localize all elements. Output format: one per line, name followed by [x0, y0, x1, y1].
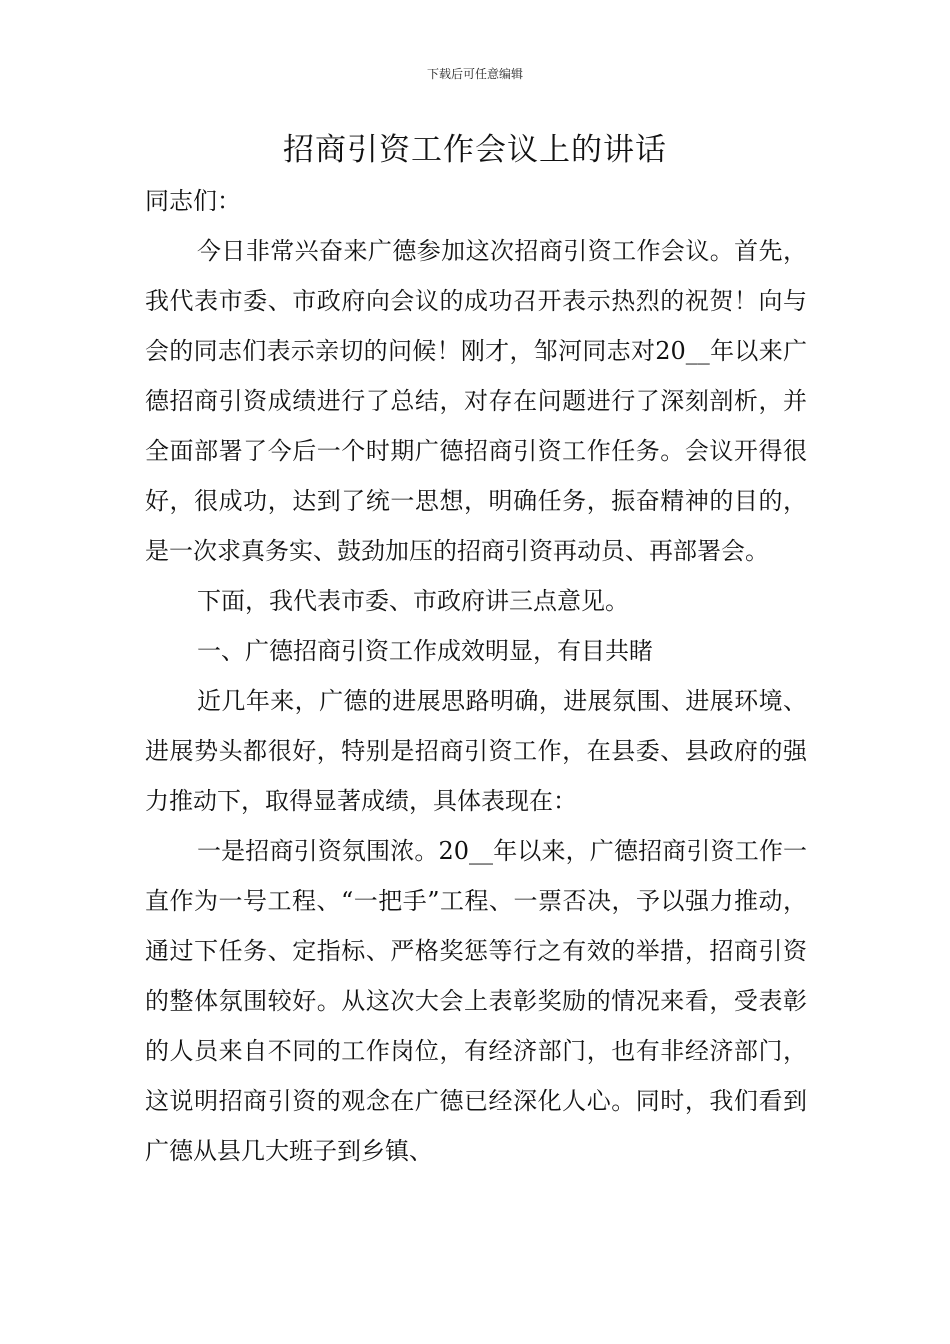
salutation: 同志们：: [145, 187, 241, 215]
document-body: [145, 176, 807, 1176]
paragraph-opening: 今日非常兴奋来广德参加这次招商引资工作会议。首先，我代表市委、市政府向会议的成功召开表示热烈的祝贺！向与会的同志们表示亲切的问候！刚才，邹河同志对20__年以来广德招商引资成绩进行了总结，对存在问题进行了深刻剖析，并全面部署了今后一个时期广德招商引资工作任务。会议开得很好，很成功，达到了统一思想，明确任务，振奋精神的目的，是一次求真务实、鼓劲加压的招商引资再动员、再部署会。: [145, 237, 807, 565]
section-heading-one: 一、广德招商引资工作成效明显，有目共睹: [197, 637, 653, 665]
paragraph-intro-points: 下面，我代表市委、市政府讲三点意见。: [197, 587, 629, 615]
page-header-note: 下载后可任意编辑: [426, 67, 523, 81]
paragraph-atmosphere: 一是招商引资氛围浓。20__年以来，广德招商引资工作一直作为一号工程、“一把手”工程、一票否决，予以强力推动，通过下任务、定指标、严格奖惩等行之有效的举措，招商引资的整体氛围较好。从这次大会上表彰奖励的情况来看，受表彰的人员来自不同的工作岗位，有经济部门，也有非经济部门，这说明招商引资的观念在广德已经深化人心。同时，我们看到广德从县几大班子到乡镇、: [145, 837, 807, 1165]
paragraph-development: 近几年来，广德的进展思路明确，进展氛围、进展环境、进展势头都很好，特别是招商引资工作，在县委、县政府的强力推动下，取得显著成绩，具体表现在：: [145, 687, 807, 815]
document-title: 招商引资工作会议上的讲话: [283, 132, 667, 168]
